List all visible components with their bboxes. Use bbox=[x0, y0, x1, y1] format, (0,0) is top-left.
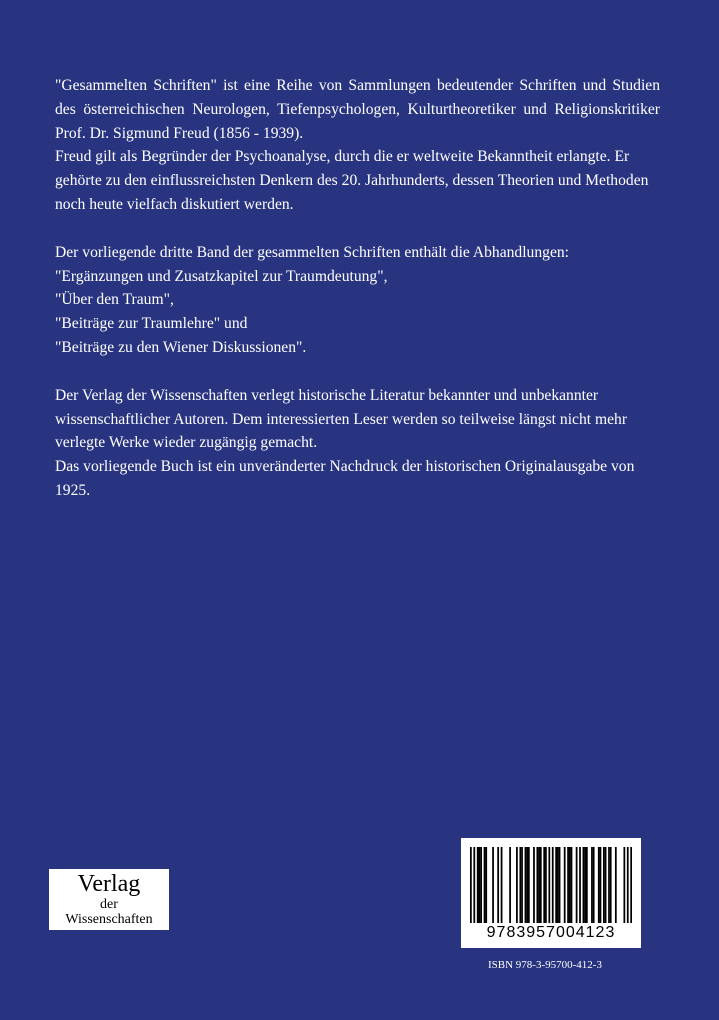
barcode-bar bbox=[603, 847, 605, 923]
barcode-bar bbox=[610, 847, 612, 923]
barcode-bar bbox=[537, 847, 539, 923]
isbn-number: ISBN 978-3-95700-412-3 bbox=[488, 959, 602, 971]
barcode-bar bbox=[545, 847, 547, 923]
barcode-bar bbox=[579, 847, 581, 923]
paragraph-freud: Freud gilt als Begründer der Psychoanalyse, durch die er weltweite Bekanntheit erlangte. Er gehörte zu den einflussreichsten Denkern des 20. Jahrhunderts, dessen Theorien und Methoden noch heute vielfach diskutiert werden. bbox=[55, 148, 649, 213]
barcode-bar bbox=[627, 847, 629, 923]
barcode-digits: 9783957004123 bbox=[486, 924, 616, 941]
barcode-bar bbox=[571, 847, 573, 923]
barcode-bar bbox=[470, 847, 472, 923]
barcode-bar bbox=[492, 847, 494, 923]
barcode-bar bbox=[555, 847, 557, 923]
paragraph-intro: "Gesammelten Schriften" ist eine Reihe von Sammlungen bedeutender Schriften und Studien des österreichischen Neurologen, Tiefenpsychologen, Kulturtheoretiker und Religionskritiker Prof. Dr. Sigmund Freud (1856 - 1939). bbox=[55, 77, 660, 142]
barcode-bar bbox=[608, 847, 610, 923]
work-title-3: "Beiträge zur Traumlehre" und bbox=[55, 315, 248, 333]
barcode-bar bbox=[540, 847, 542, 923]
paragraph-reprint: Das vorliegende Buch ist ein unveränderter Nachdruck der historischen Originalausgabe von 1925. bbox=[55, 458, 635, 499]
barcode-bar bbox=[559, 847, 561, 923]
logo-line-der: der bbox=[100, 897, 118, 912]
barcode-bar bbox=[548, 847, 550, 923]
barcode-bar bbox=[567, 847, 569, 923]
barcode-bar bbox=[552, 847, 554, 923]
barcode-bar bbox=[497, 847, 499, 923]
barcode-bar bbox=[564, 847, 566, 923]
barcode-bar bbox=[479, 847, 481, 923]
barcode-bar bbox=[584, 847, 586, 923]
barcode-bar bbox=[569, 847, 571, 923]
barcode-bar bbox=[543, 847, 545, 923]
barcode-bar bbox=[615, 847, 617, 923]
paragraph-contents: Der vorliegende dritte Band der gesammelten Schriften enthält die Abhandlungen: bbox=[55, 243, 569, 261]
spacer bbox=[55, 217, 660, 241]
barcode-bar bbox=[485, 847, 487, 923]
barcode-bar bbox=[591, 847, 593, 923]
barcode-bar bbox=[583, 847, 585, 923]
barcode-bar bbox=[521, 847, 523, 923]
paragraph-publisher: Der Verlag der Wissenschaften verlegt historische Literatur bekannter und unbekannter wissenschaftlicher Autoren. Dem interessierten Leser werden so teilweise längst nicht mehr verlegte Werke wieder zugängig gemacht. bbox=[55, 386, 628, 452]
barcode-bars bbox=[470, 847, 632, 923]
barcode-bar bbox=[593, 847, 595, 923]
barcode-bar bbox=[509, 847, 511, 923]
barcode-bar bbox=[605, 847, 607, 923]
barcode-bar bbox=[473, 847, 475, 923]
work-title-1: "Ergänzungen und Zusatzkapitel zur Traumdeutung", bbox=[55, 267, 388, 285]
barcode-bar bbox=[576, 847, 578, 923]
barcode-bar bbox=[598, 847, 600, 923]
work-title-4: "Beiträge zu den Wiener Diskussionen". bbox=[55, 338, 307, 356]
barcode-bar bbox=[525, 847, 527, 923]
barcode-bar bbox=[516, 847, 518, 923]
barcode-bar bbox=[526, 847, 528, 923]
barcode-bar bbox=[557, 847, 559, 923]
logo-line-wissenschaften: Wissenschaften bbox=[65, 912, 153, 927]
barcode-bar bbox=[586, 847, 588, 923]
spacer bbox=[55, 360, 660, 384]
barcode-bar bbox=[623, 847, 625, 923]
blurb-text bbox=[55, 74, 660, 503]
logo-line-verlag: Verlag bbox=[77, 871, 141, 897]
barcode-bar bbox=[533, 847, 535, 923]
barcode-bar bbox=[519, 847, 521, 923]
barcode-bar bbox=[538, 847, 540, 923]
barcode bbox=[461, 838, 641, 948]
barcode-bar bbox=[501, 847, 503, 923]
barcode-bar bbox=[630, 847, 632, 923]
barcode-bar bbox=[528, 847, 530, 923]
barcode-bar bbox=[477, 847, 479, 923]
barcode-bar bbox=[600, 847, 602, 923]
publisher-logo bbox=[49, 869, 169, 930]
work-title-2: "Über den Traum", bbox=[55, 291, 174, 309]
barcode-bar bbox=[484, 847, 486, 923]
barcode-bar bbox=[480, 847, 482, 923]
